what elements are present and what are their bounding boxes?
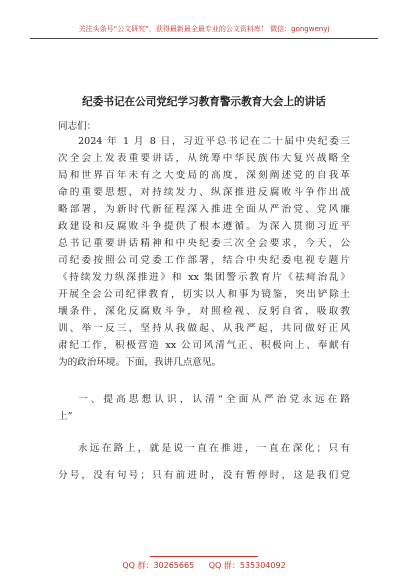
paragraph-line: 司纪委按照公司党委工作部署，结合中央纪委电视专题片 [58, 255, 350, 266]
paragraph-line: 总书记重要讲话精神和中央纪委三次全会要求，今天，公 [58, 238, 350, 249]
paragraph-line: 训、举一反三，坚持从我做起、从我严起，共同做好正风 [58, 323, 350, 334]
paragraph-line: 永远在路上，就是说一直在推进，一直在深化；只有 [78, 443, 350, 454]
section-heading-line: 上” [58, 411, 73, 422]
paragraph-line: 肃纪工作，积极营造 xx 公司风清气正、积极向上、奉献有 [58, 340, 350, 351]
paragraph-line: 2024 年 1 月 8 日，习近平总书记在二十届中央纪委三 [78, 136, 350, 147]
paragraph-line: 命的重要思想，对持续发力、纵深推进反腐败斗争作出战 [58, 187, 350, 198]
footer-qq-group-1: QQ 群：30265665 [122, 561, 195, 570]
paragraph-line: 壤条件，深化反腐败斗争，对照检视、反躬自省，吸取教 [58, 306, 350, 317]
paragraph-line: 为的政治环境。下面，我讲几点意见。 [58, 357, 222, 368]
paragraph-line: 略部署，为新时代新征程深入推进全面从严治党、党风廉 [58, 204, 350, 215]
header-promo-note: 关注头条号“公文研究”，获得最新最全最专业的公文资料库！ 微信：gongwenyj [78, 25, 330, 33]
paragraph-line: 局和世界百年未有之大变局的高度，深刻阐述党的自我革 [58, 170, 350, 181]
footer-contacts [0, 560, 408, 571]
paragraph-line: 开展全会公司纪律教育，切实以人和事为镜鉴，突出铲除土 [58, 289, 350, 300]
header-divider [30, 38, 378, 39]
footer-qq-group-2: QQ 群：535304092 [208, 561, 286, 570]
paragraph-line: 次全会上发表重要讲话，从统筹中华民族伟大复兴战略全 [58, 153, 350, 164]
paragraph-line: 分号，没有句号；只有前进时，没有暂停时，这是我们党 [58, 470, 350, 481]
salutation: 同志们： [58, 121, 97, 132]
paragraph-line: 《持续发力纵深推进》和 xx 集团警示教育片《祛疴治乱》 [58, 272, 350, 283]
section-heading-line: 一、提高思想认识，认清“全面从严治党永远在路 [78, 394, 350, 405]
footer-underline [150, 556, 258, 557]
paragraph-line: 政建设和反腐败斗争提供了根本遵循。为深入贯彻习近平 [58, 221, 350, 232]
document-title: 纪委书记在公司党纪学习教育警示教育大会上的讲话 [82, 96, 326, 108]
